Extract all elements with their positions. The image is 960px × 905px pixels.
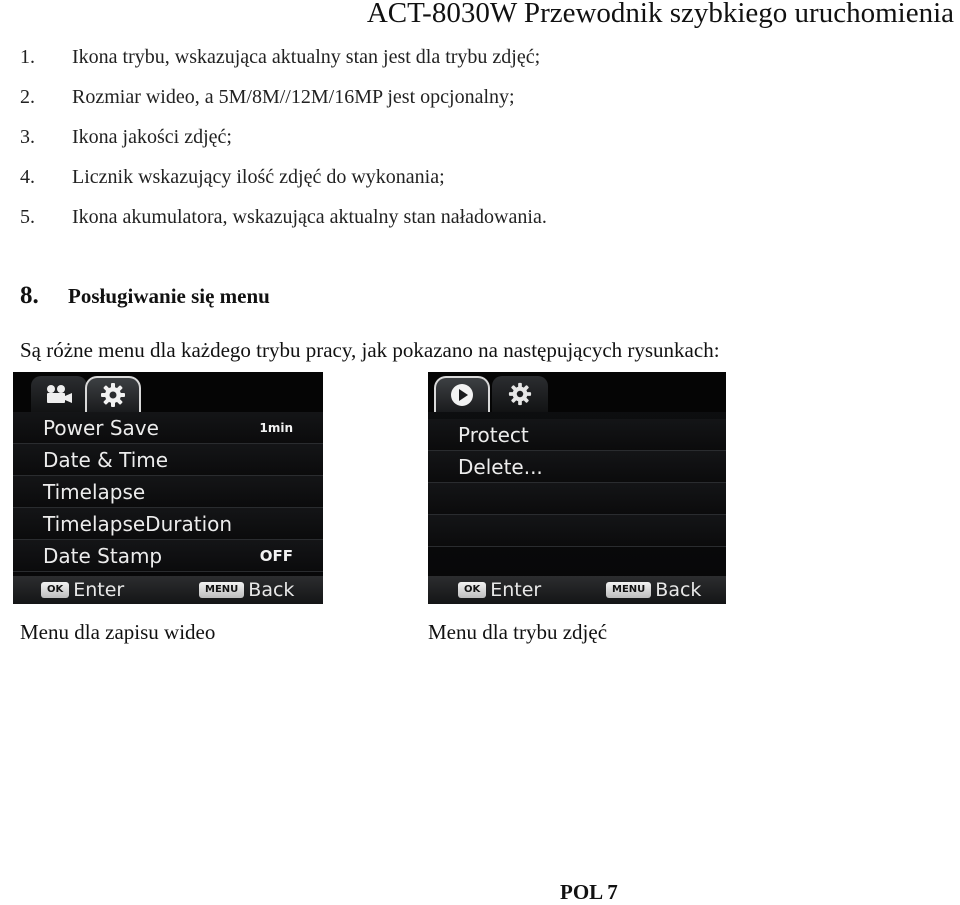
intro-text: Są różne menu dla każdego trybu pracy, jak pokazano na następujących rysunkach: (20, 338, 720, 362)
list-number: 1. (20, 46, 35, 68)
menu-item-timelapse-duration[interactable] (13, 508, 323, 540)
back-label: Back (248, 579, 295, 601)
video-menu-footer (13, 576, 323, 604)
gear-icon (508, 382, 532, 406)
menu-item-protect[interactable] (428, 419, 726, 451)
photo-menu-caption: Menu dla trybu zdjęć (428, 620, 608, 644)
menu-item-power-save[interactable] (13, 412, 323, 444)
settings-tab[interactable] (85, 376, 141, 412)
gear-icon (100, 382, 126, 408)
list-item (20, 44, 547, 84)
enter-label: Enter (490, 579, 542, 601)
section-heading (20, 282, 270, 310)
menu-item-empty (428, 515, 726, 547)
playback-tab[interactable] (434, 376, 490, 412)
list-text: Ikona jakości zdjęć; (72, 126, 232, 148)
list-text: Ikona akumulatora, wskazująca aktualny stan naładowania. (72, 206, 547, 228)
enter-hint[interactable] (458, 579, 541, 601)
photo-menu-screen (428, 372, 726, 604)
menu-item-label: Timelapse (43, 479, 146, 504)
list-item (20, 164, 547, 204)
menu-item-date-time[interactable] (13, 444, 323, 476)
play-icon (449, 382, 475, 408)
menu-item-label: Protect (458, 422, 529, 447)
menu-item-empty (428, 483, 726, 515)
video-menu-list (13, 412, 323, 572)
ok-key: OK (458, 582, 486, 598)
menu-item-value: 1min (259, 420, 293, 435)
photo-menu-tabs (428, 372, 726, 412)
page-number: POL 7 (560, 880, 618, 904)
menu-key: MENU (199, 582, 244, 598)
menu-item-delete[interactable] (428, 451, 726, 483)
list-text: Ikona trybu, wskazująca aktualny stan jest dla trybu zdjęć; (72, 46, 541, 68)
menu-item-date-stamp[interactable] (13, 540, 323, 572)
list-item (20, 204, 547, 244)
video-mode-tab[interactable] (31, 376, 87, 412)
list-text: Licznik wskazujący ilość zdjęć do wykonania; (72, 166, 445, 188)
video-menu-tabs (13, 372, 323, 412)
ok-key: OK (41, 582, 69, 598)
menu-item-value: OFF (259, 546, 293, 565)
menu-item-label: Date Stamp (43, 543, 163, 568)
menu-item-label: Power Save (43, 415, 159, 440)
video-menu-caption: Menu dla zapisu wideo (20, 620, 216, 644)
enter-hint[interactable] (41, 579, 124, 601)
settings-tab[interactable] (492, 376, 548, 412)
header-title: ACT-8030W Przewodnik szybkiego uruchomienia (366, 0, 954, 29)
section-title: Posługiwanie się menu (68, 284, 270, 308)
menu-key: MENU (606, 582, 651, 598)
list-text: Rozmiar wideo, a 5M/8M//12M/16MP jest opcjonalny; (72, 86, 515, 108)
back-label: Back (655, 579, 702, 601)
feature-list (20, 44, 547, 244)
menu-item-label: Date & Time (43, 447, 169, 472)
section-number: 8. (20, 282, 39, 309)
list-item (20, 84, 547, 124)
menu-item-label: TimelapseDuration (43, 511, 233, 536)
list-number: 2. (20, 86, 35, 108)
menu-item-label: Delete... (458, 454, 543, 479)
list-number: 4. (20, 166, 35, 188)
photo-menu-list (428, 419, 726, 547)
back-hint[interactable] (199, 579, 294, 601)
video-camera-icon (44, 383, 74, 405)
menu-item-timelapse[interactable] (13, 476, 323, 508)
list-number: 5. (20, 206, 35, 228)
back-hint[interactable] (606, 579, 701, 601)
list-item (20, 124, 547, 164)
enter-label: Enter (73, 579, 125, 601)
video-menu-screen (13, 372, 323, 604)
photo-menu-footer (428, 576, 726, 604)
list-number: 3. (20, 126, 35, 148)
